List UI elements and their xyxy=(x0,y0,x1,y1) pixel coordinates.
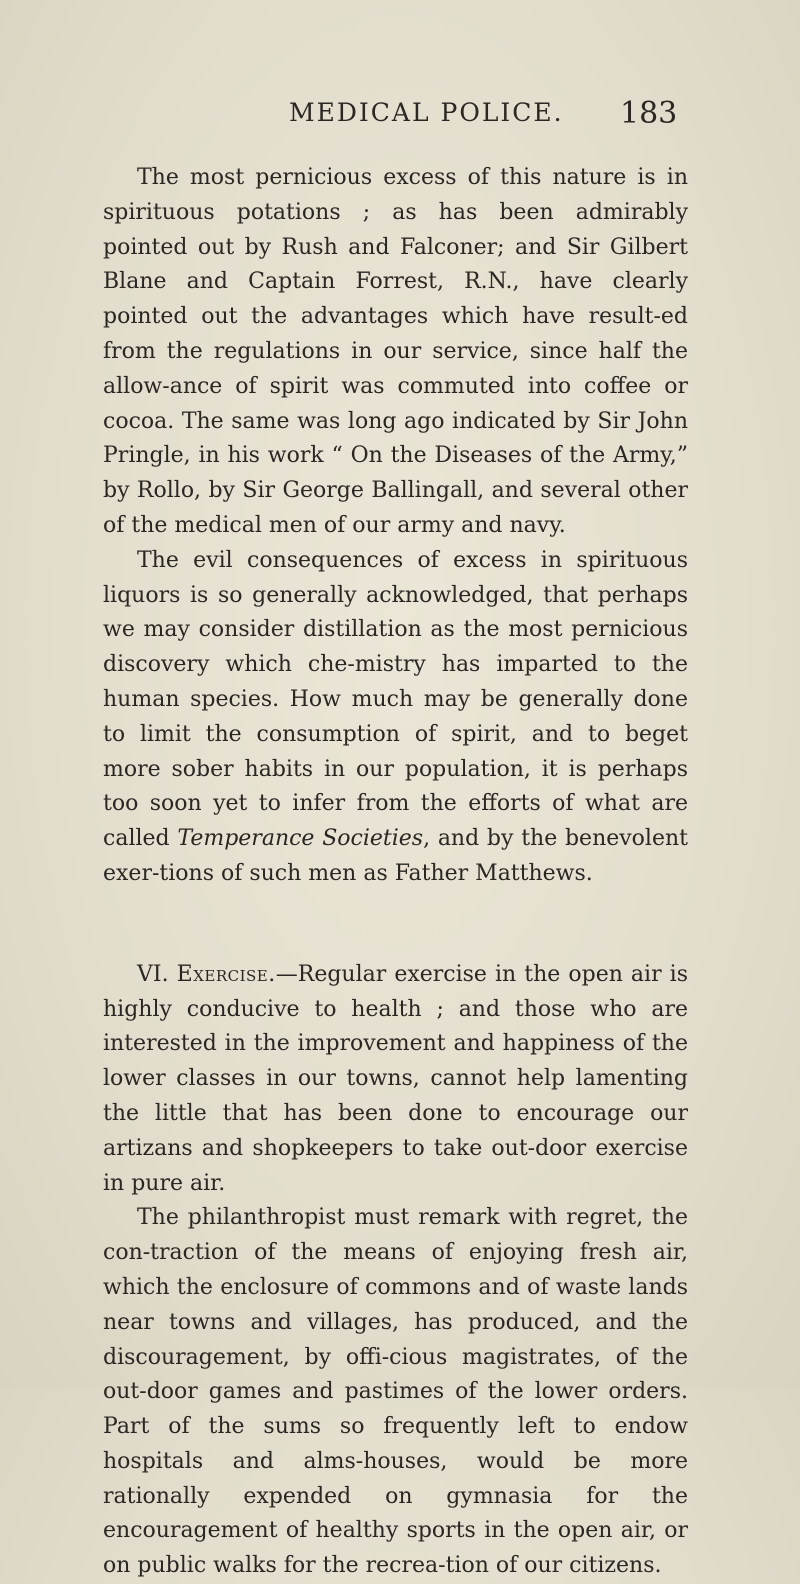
section-heading: Exercise. xyxy=(176,961,276,987)
paragraph-text: , and by the benevolent exer-tions of such men as Father Matthews. xyxy=(103,826,688,886)
section-gap xyxy=(103,892,688,958)
paragraph-exercise xyxy=(103,958,688,1202)
running-head xyxy=(0,98,800,138)
paragraph-text: The evil consequences of excess in spirituous liquors is so generally acknowledged, that perhaps we may consider distillation as the most pernicious discovery which che-mistry has imparted to the human species. How much may be generally done to limit the consumption of spirit, and to beget more sober habits in our population, it is perhaps too soon yet to infer from the efforts of what are called xyxy=(103,547,688,852)
italic-term: Temperance Societies xyxy=(177,826,424,852)
paragraph-spirituous-potations: The most pernicious excess of this nature is in spirituous potations ; as has been admirably pointed out by Rush and Falconer; and Sir Gilbert Blane and Captain Forrest, R.N., have clearly pointed out the advantages which have result-ed from the regulations in our service, since half the allow-ance of spirit was commuted into coffee or cocoa. The same was long ago indicated by Sir John Pringle, in his work “ On the Diseases of the Army,” by Rollo, by Sir George Ballingall, and several other of the medical men of our army and navy. xyxy=(103,165,688,538)
section-number: VI. xyxy=(137,961,169,987)
running-title: MEDICAL POLICE. xyxy=(289,98,564,127)
paragraph-text: —Regular exercise in the open air is highly conducive to health ; and those who are interested in the improvement and happiness of the lower classes in our towns, cannot help lamenting the little that has been done to encourage our artizans and shopkeepers to take out-door exercise in pure air. xyxy=(103,961,688,1196)
paragraph-evil-consequences xyxy=(103,544,688,892)
body-text xyxy=(103,161,688,1584)
page-number: 183 xyxy=(620,96,678,131)
paragraph-philanthropist: The philanthropist must remark with regret, the con-traction of the means of enjoying fresh air, which the enclosure of commons and of waste lands near towns and villages, has produced, and the discouragement, by offi-cious magistrates, of the out-door games and pastimes of the lower orders. Part of the sums so frequently left to endow hospitals and alms-houses, would be more rationally expended on gymnasia for the encouragement of healthy sports in the open air, or on public walks for the recrea-tion of our citizens. xyxy=(103,1205,688,1579)
